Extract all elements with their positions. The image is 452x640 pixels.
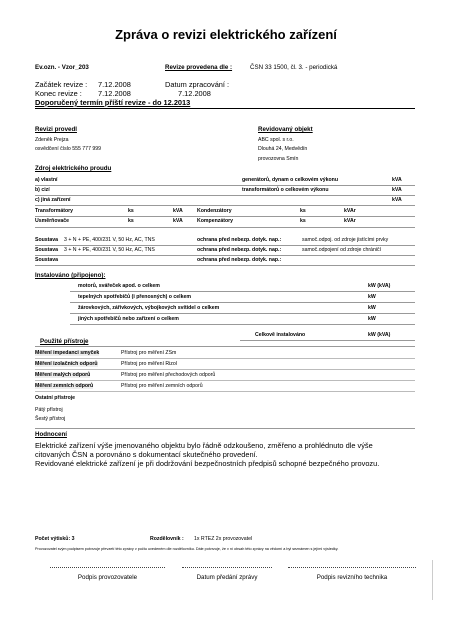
ostatni-pristroje-label: Ostatní přístroje [35,395,76,401]
pristroje-label: Použité přístroje [40,338,89,345]
zdroj-gen: generátorů, dynam o celkovém výkonu [242,177,338,183]
pristroj-4-value: Přístroj pro měření zemních odporů [121,383,203,389]
page-title: Zpráva o revizi elektrického zařízení [115,27,337,42]
revizi-provedl-label: Revizi provedl [35,126,77,133]
zdroj-label: Zdroj elektrického proudu [35,165,112,172]
revidovany-objekt-label: Revidovaný objekt [258,126,313,133]
ostatni-pristroj-2: Šestý přístroj [35,416,66,422]
evid-number: Ev.ozn. - Vzor_203 [35,64,89,71]
kondenzatory-kvar: kVAr [344,208,356,214]
rozdelovnik-label: Rozdělovník : [150,536,184,542]
konec-value: 7.12.2008 [98,89,131,98]
pristroj-1-name: Měření impedanci smyček [35,350,100,356]
zacatek-label: Začátek revize : [35,80,88,89]
signature-line-3 [288,567,416,568]
datum-zpracovani-label: Datum zpracování : [165,80,230,89]
konec-label: Konec revize : [35,89,82,98]
certificate-number: osvědčení číslo 555 777 999 [35,146,102,152]
soustava-2-value: samoč.odpojení od zdroje chráničí [302,247,382,253]
instalovano-row-4-unit: kW [368,316,376,322]
kompenzatory-ks: ks [300,218,306,224]
hodnoceni-line-3: Revidované elektrické zařízení je při dodržování bezpečnostních předpisů schopné bezpečného provozu. [35,459,380,468]
usmernovace-kva: kVA [173,218,183,224]
kompenzatory-kvar: kVAr [344,218,356,224]
pristroj-1-value: Přístroj pro měření ZSm [121,350,177,356]
datum-zpracovani-value: 7.12.2008 [178,89,211,98]
next-revision: Doporučený termín příští revize - do 12.2013 [35,98,191,107]
zdroj-kva-3: kVA [392,197,402,203]
soustava-1-value: samoč.odpoj. od zdroje jistícími prvky [302,237,389,243]
soustava-3-label: Soustava [35,257,59,263]
soustava-1-label: Soustava [35,237,59,243]
ostatni-pristroj-1: Pátý přístroj [35,407,63,413]
kondenzatory-label: Kondenzátory [197,208,232,214]
instalovano-total-label: Celkově instalováno [255,332,306,338]
instalovano-row-3: žárovkových, zářivkových, výbojkových svítidel o celkem [78,305,220,311]
acknowledgement-note: Provozovatel svým podpisem potvrzuje převzetí této zprávy v počtu uvedeném dle rozdělovníku. Dále potvrzuje, že v ní obsah této zprávy na vědomí a byl seznámen s jejími výsledky. [35,547,339,551]
instalovano-row-3-unit: kW [368,305,376,311]
object-firm: ABC spol. s r.o. [258,137,294,143]
pristroj-2-value: Přístroj pro měření Rizol [121,361,177,367]
instalovano-label: Instalováno (připojeno): [35,272,106,279]
soustava-1-spec: 3 + N + PE, 400/231 V, 50 Hz, AC, TNS [64,237,155,243]
signature-line-2 [182,567,272,568]
object-street: Dlouhá 24, Medvědín [258,146,308,152]
instalovano-row-1-unit: kW (kVA) [368,283,391,289]
zdroj-b: b) cizí [35,187,50,193]
zdroj-c: c) jiná zařízení [35,197,71,203]
zacatek-value: 7.12.2008 [98,80,131,89]
instalovano-total-unit: kW (kVA) [368,332,391,338]
pristroj-3-name: Měření malých odporů [35,372,91,378]
soustava-1-ochrana: ochrana před nebezp. dotyk. nap.: [197,237,282,243]
pristroj-4-name: Měření zemních odporů [35,383,94,389]
rozdelovnik-value: 1x RTEZ 2x provozovatel [194,536,253,542]
soustava-2-ochrana: ochrana před nebezp. dotyk. nap.: [197,247,282,253]
instalovano-row-1: motorů, svářeček apod. o celkem [78,283,160,289]
usmernovace-ks: ks [128,218,134,224]
transformatory-kva: kVA [173,208,183,214]
zdroj-a: a) vlastní [35,177,58,183]
technician-name: Zdeněk Prejza [35,137,69,143]
object-site: provozovna Smín [258,156,299,162]
header-divider [35,108,415,109]
soustava-2-label: Soustava [35,247,59,253]
instalovano-row-4: jiných spotřebičů nebo zařízení o celkem [78,316,179,322]
pocet-vytisku: Počet výtisků: 3 [35,536,75,542]
soustava-2-spec: 3 + N + PE, 400/231 V, 50 Hz, AC, TNS [64,247,155,253]
pristroj-3-value: Přístroj pro měření přechodových odporů [121,372,216,378]
signature-datum-predani: Datum předání zprávy [196,574,258,581]
right-margin-line [432,560,433,600]
zdroj-kva-2: kVA [392,187,402,193]
zdroj-kva-1: kVA [392,177,402,183]
kompenzatory-label: Kompenzátory [197,218,234,224]
revize-value: ČSN 33 1500, čl. 3. - periodická [250,64,338,71]
transformatory-label: Transformátory [35,208,74,214]
signature-technik: Podpis revizního technika [316,574,388,581]
hodnoceni-line-2: citovaných ČSN a porovnáno s dokumentací skutečného provedení. [35,450,258,459]
signature-provozovatel: Podpis provozovatele [77,574,138,581]
transformatory-ks: ks [128,208,134,214]
pristroj-2-name: Měření izolačních odporů [35,361,98,367]
soustava-3-ochrana: ochrana před nebezp. dotyk. nap.: [197,257,282,263]
zdroj-trafo: transformátorů o celkovém výkonu [242,187,329,193]
hodnoceni-line-1: Elektrické zařízení výše jmenovaného objektu bylo řádně odzkoušeno, změřeno a prohlédnuto dle výše [35,441,373,450]
signature-line-1 [50,567,165,568]
revize-label: Revize provedena dle : [165,64,233,71]
instalovano-row-2: tepelných spotřebičů (i přenosných) o celkem [78,294,192,300]
kondenzatory-ks: ks [300,208,306,214]
instalovano-row-2-unit: kW [368,294,376,300]
hodnoceni-label: Hodnocení [35,431,67,438]
usmernovace-label: Usměrňovače [35,218,70,224]
